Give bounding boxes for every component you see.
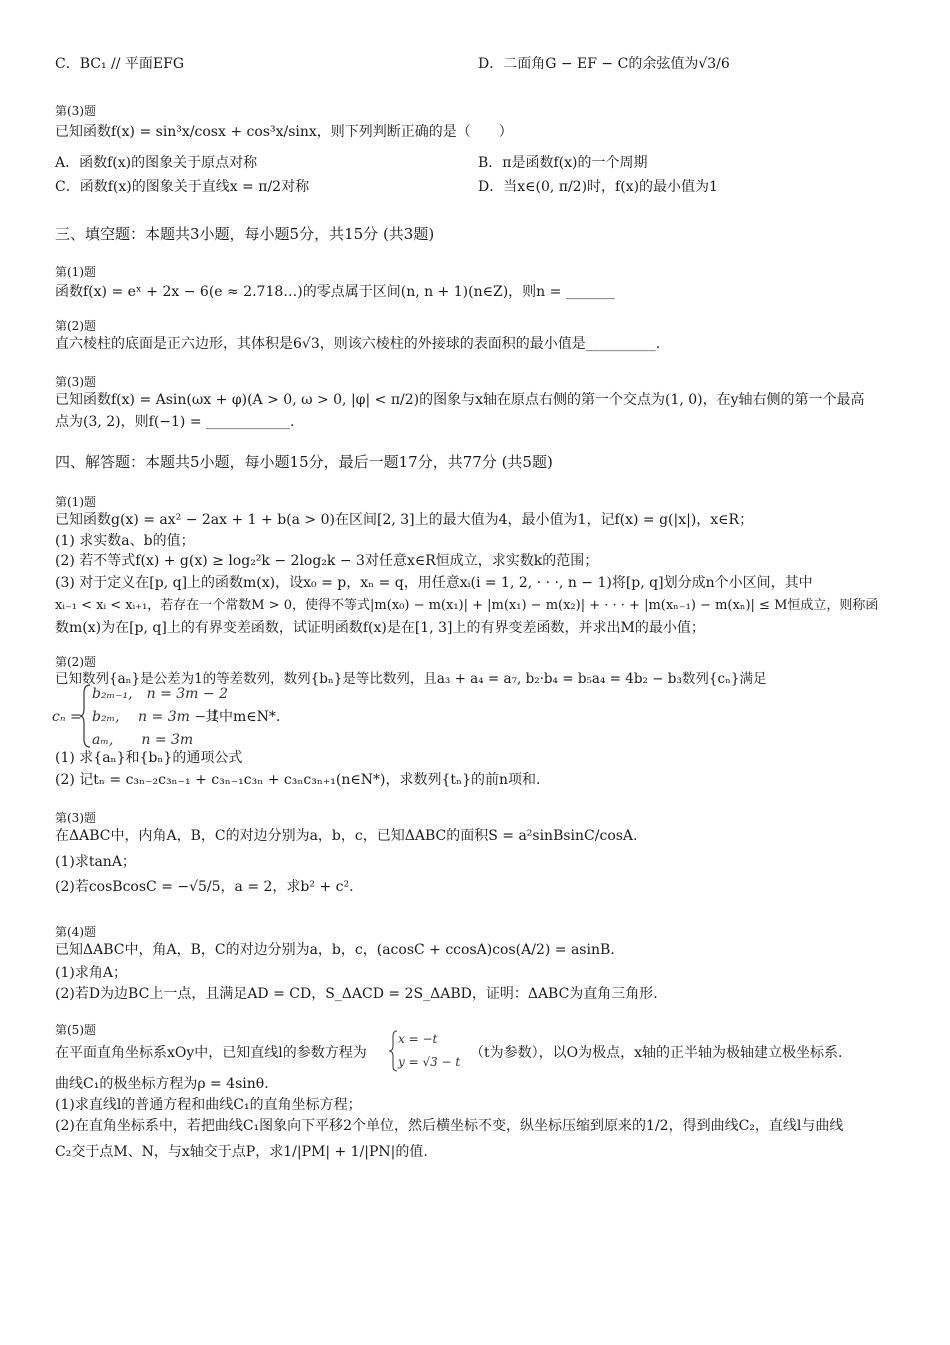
question-text-line: 在ΔABC中，内角A，B，C的对边分别为a，b，c，已知ΔABC的面积S = a²sinBsinC/cosA. (55, 828, 638, 844)
question-number: 第(2)题 (55, 319, 96, 333)
question-stem: 已知函数f(x) = sin³x/cosx + cos³x/sinx，则下列判断正确的是（ ） (55, 124, 513, 140)
section-heading-fill-in: 三、填空题：本题共3小题，每小题5分，共15分 (共3题) (55, 225, 435, 243)
question-text-line: (2) 记tₙ = c₃ₙ₋₂c₃ₙ₋₁ + c₃ₙ₋₁c₃ₙ + c₃ₙc₃ₙ₊₁(n∈N*)，求数列{tₙ}的前n项和. (55, 772, 541, 788)
question-text-line: (3) 对于定义在[p, q]上的函数m(x)，设x₀ = p，xₙ = q，用任意xᵢ(i = 1, 2, · · ·, n − 1)将[p, q]划分成n个小区间，其中 (55, 575, 813, 591)
prev-option-c: C．BC₁ // 平面EFG (55, 56, 185, 72)
question-number: 第(1)题 (55, 495, 96, 509)
question-number: 第(3)题 (55, 811, 96, 825)
question-number: 第(3)题 (55, 104, 96, 118)
question-number: 第(2)题 (55, 655, 96, 669)
question-text-line: (1)求直线l的普通方程和曲线C₁的直角坐标方程； (55, 1097, 362, 1113)
piecewise-case: aₘ, n = 3m (92, 732, 194, 748)
question-text-line: xᵢ₋₁ < xᵢ < xᵢ₊₁，若存在一个常数M > 0，使得不等式|m(x₀) − m(x₁)| + |m(x₁) − m(x₂)| + · · · + |m(xₙ₋₁) − m(xₙ)| ≤ M恒成立，则称函 (55, 598, 879, 613)
piecewise-lhs: cₙ = (52, 709, 82, 725)
option-d: D．当x∈(0, π/2)时，f(x)的最小值为1 (478, 179, 718, 195)
question-text-line: 已知ΔABC中，角A，B，C的对边分别为a，b，c，(acosC + ccosA)cos(A/2) = asinB. (55, 942, 615, 958)
question-text-line: 数m(x)为在[p, q]上的有界变差函数，试证明函数f(x)是在[1, 3]上的有界变差函数，并求出M的最小值； (55, 620, 705, 636)
question-text: 函数f(x) = eˣ + 2x − 6(e ≈ 2.718…)的零点属于区间(n, n + 1)(n∈Z)，则n = _______ (55, 284, 615, 300)
question-text-line: (1) 求实数a、b的值； (55, 533, 195, 549)
question-text-line: （t为参数），以O为极点，x轴的正半轴为极轴建立极坐标系. (470, 1045, 843, 1061)
question-text-line: 已知数列{aₙ}是公差为1的等差数列，数列{bₙ}是等比数列，且a₃ + a₄ = a₇, b₂·b₄ = b₅a₄ = 4b₂ − b₃数列{cₙ}满足 (55, 671, 767, 687)
question-text-line: 已知函数f(x) = Asin(ωx + φ)(A > 0, ω > 0, |φ| < π/2)的图象与x轴在原点右侧的第一个交点为(1, 0)，在y轴右侧的第一个最高 (55, 392, 865, 408)
option-c: C．函数f(x)的图象关于直线x = π/2对称 (55, 179, 310, 195)
left-brace-icon (388, 1030, 398, 1072)
piecewise-case: b₂ₘ₋₁, n = 3m − 2 (92, 686, 228, 702)
question-text-line: (1)求tanA； (55, 854, 136, 870)
question-text-line: (2)若cosBcosC = −√5/5，a = 2，求b² + c². (55, 879, 354, 895)
question-text: 直六棱柱的底面是正六边形，其体积是6√3，则该六棱柱的外接球的表面积的最小值是__________. (55, 336, 661, 352)
question-number: 第(3)题 (55, 375, 96, 389)
question-number: 第(1)题 (55, 265, 96, 279)
question-text-line: 曲线C₁的极坐标方程为ρ = 4sinθ. (55, 1076, 269, 1092)
question-text-line: (2)在直角坐标系中，若把曲线C₁图象向下平移2个单位，然后横坐标不变，纵坐标压缩到原来的1/2，得到曲线C₂，直线l与曲线 (55, 1118, 844, 1134)
question-text-line: 在平面直角坐标系xOy中，已知直线l的参数方程为 (55, 1045, 367, 1061)
system-equation: y = √3 − t (398, 1055, 461, 1069)
system-equation: x = −t (398, 1032, 438, 1046)
question-text-line: 已知函数g(x) = ax² − 2ax + 1 + b(a > 0)在区间[2, 3]上的最大值为4，最小值为1，记f(x) = g(|x|)，x∈R； (55, 512, 754, 528)
question-text-line: (2) 若不等式f(x) + g(x) ≥ log₂²k − 2log₂k − 3对任意x∈R恒成立，求实数k的范围； (55, 553, 599, 569)
question-text-line: (1) 求{aₙ}和{bₙ}的通项公式 (55, 750, 243, 766)
piecewise-case: b₂ₘ, n = 3m − 1 (92, 709, 220, 725)
question-text-line: (2)若D为边BC上一点，且满足AD = CD，S_ΔACD = 2S_ΔABD，证明：ΔABC为直角三角形. (55, 986, 658, 1002)
prev-option-d: D．二面角G − EF − C的余弦值为√3/6 (478, 56, 730, 72)
option-a: A．函数f(x)的图象关于原点对称 (55, 155, 258, 171)
section-heading-solve: 四、解答题：本题共5小题，每小题15分，最后一题17分，共77分 (共5题) (55, 453, 553, 471)
left-brace-icon (78, 683, 92, 749)
question-number: 第(5)题 (55, 1023, 96, 1037)
question-text-line: 点为(3, 2)，则f(−1) = ____________. (55, 414, 295, 430)
question-number: 第(4)题 (55, 925, 96, 939)
question-text-line: C₂交于点M、N，与x轴交于点P，求1/|PM| + 1/|PN|的值. (55, 1144, 428, 1160)
piecewise-note: 其中m∈N*. (205, 709, 281, 725)
option-b: B．π是函数f(x)的一个周期 (478, 155, 648, 171)
question-text-line: (1)求角A； (55, 965, 127, 981)
